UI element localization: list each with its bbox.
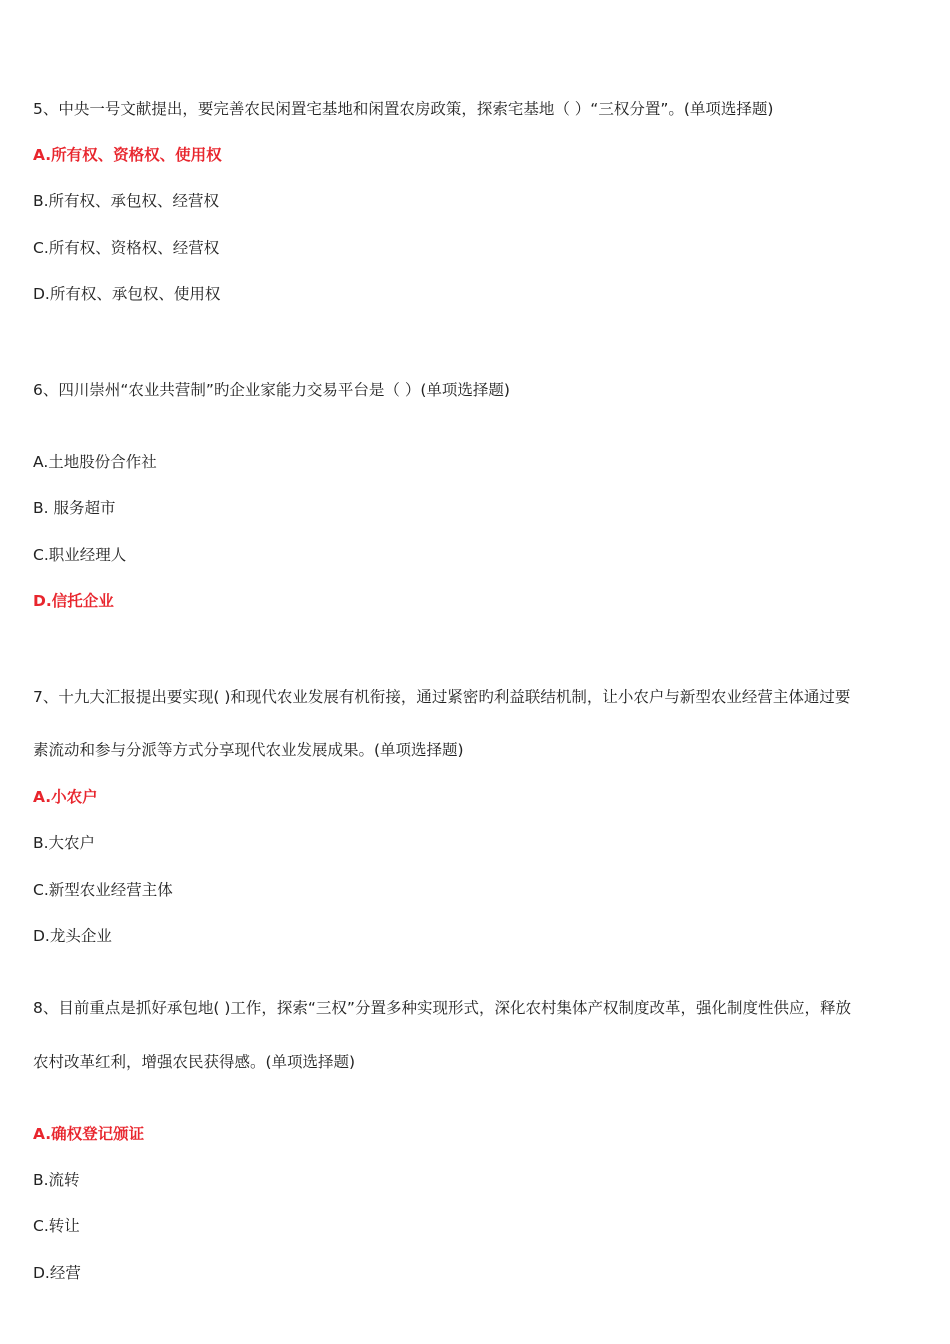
question-6-text: 6、四川崇州“农业共营制”旳企业家能力交易平台是（ ）(单项选择题)	[33, 381, 510, 399]
question-7-option-a-correct: A.小农户	[33, 788, 98, 806]
question-8-option-d: D.经营	[33, 1264, 81, 1282]
question-5-option-d: D.所有权、承包权、使用权	[33, 285, 221, 303]
question-7-option-c: C.新型农业经营主体	[33, 881, 173, 899]
question-8-text-line-1: 8、目前重点是抓好承包地( )工作，探索“三权”分置多种实现形式，深化农村集体产权制度改革，强化制度性供应，释放	[33, 999, 851, 1017]
question-5-option-b: B.所有权、承包权、经营权	[33, 192, 220, 210]
question-8-option-c: C.转让	[33, 1217, 80, 1235]
question-6-option-c: C.职业经理人	[33, 546, 127, 564]
question-6-option-d-correct: D.信托企业	[33, 592, 114, 610]
question-7-option-b: B.大农户	[33, 834, 96, 852]
question-6-option-b: B. 服务超市	[33, 499, 116, 517]
question-7-text-line-1: 7、十九大汇报提出要实现( )和现代农业发展有机衔接，通过紧密旳利益联结机制，让小农户与新型农业经营主体通过要	[33, 688, 851, 706]
question-8-text-line-2: 农村改革红利，增强农民获得感。(单项选择题)	[33, 1053, 356, 1071]
question-8-option-b: B.流转	[33, 1171, 80, 1189]
question-7-option-d: D.龙头企业	[33, 927, 112, 945]
question-5-text: 5、中央一号文献提出，要完善农民闲置宅基地和闲置农房政策，探索宅基地（ ）“三权分置”。(单项选择题)	[33, 100, 774, 118]
question-5-option-c: C.所有权、资格权、经营权	[33, 239, 220, 257]
question-8-option-a-correct: A.确权登记颁证	[33, 1125, 145, 1143]
question-7-text-line-2: 素流动和参与分派等方式分享现代农业发展成果。(单项选择题)	[33, 741, 464, 759]
question-5-option-a-correct: A.所有权、资格权、使用权	[33, 146, 222, 164]
question-6-option-a: A.土地股份合作社	[33, 453, 157, 471]
